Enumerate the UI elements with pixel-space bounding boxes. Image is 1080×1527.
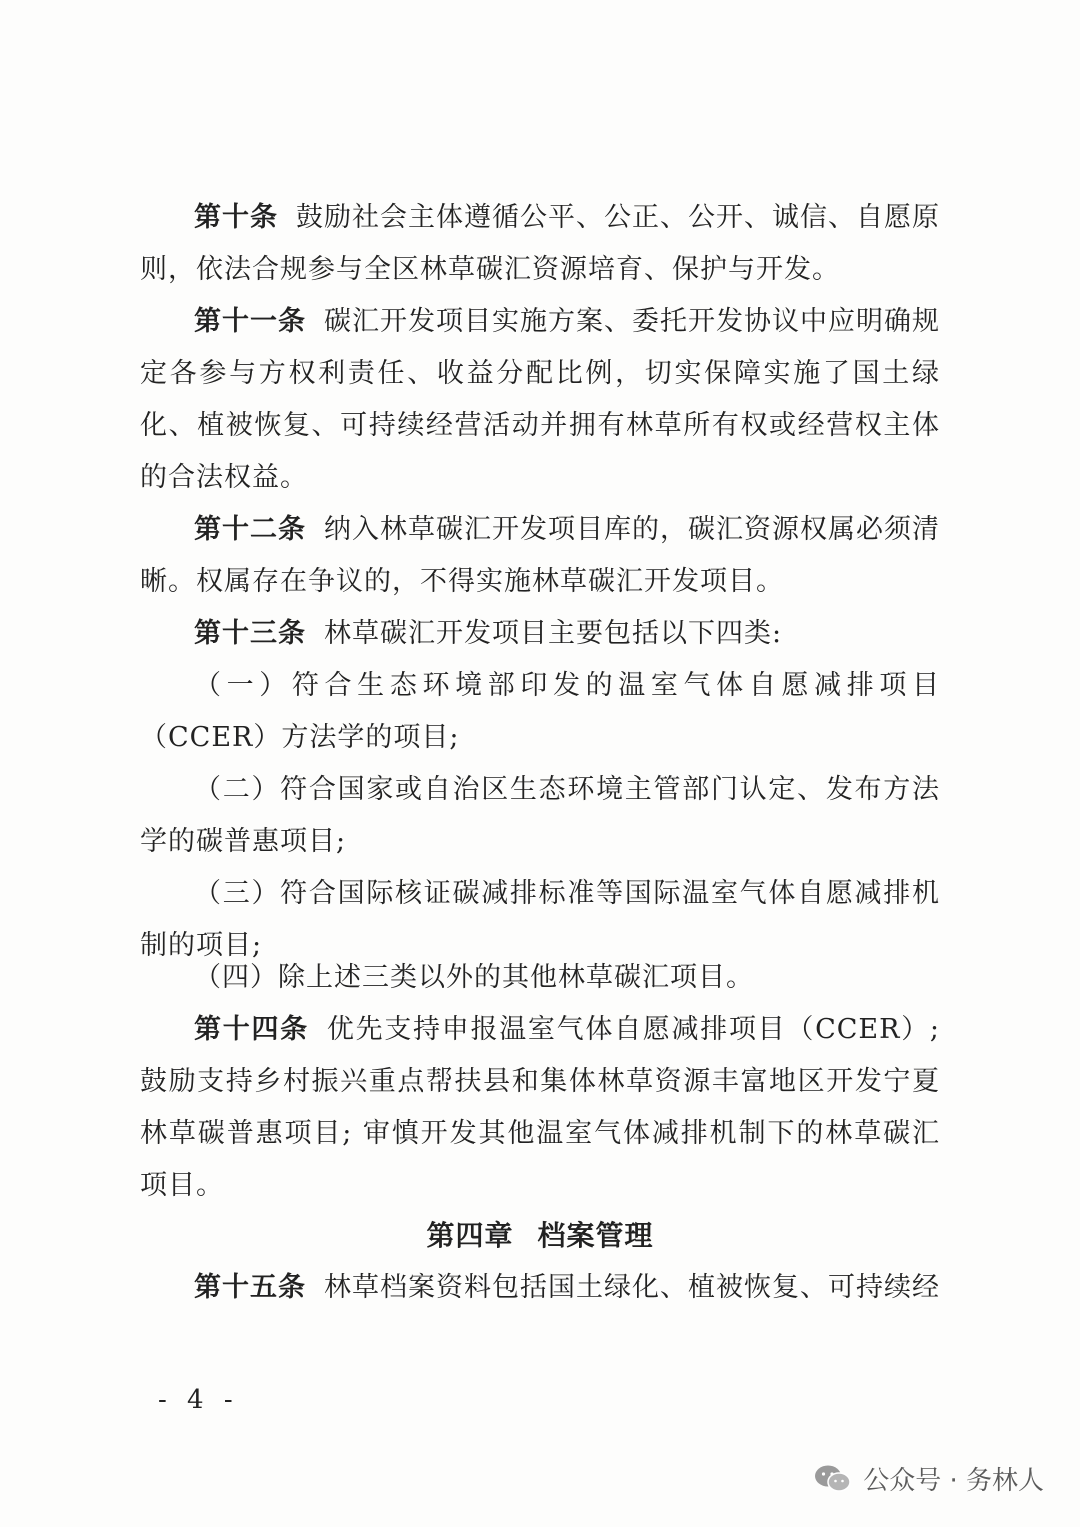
watermark	[813, 1460, 1044, 1497]
article-14-text: 优先支持申报温室气体自愿减排项目（CCER）; 鼓励支持乡村振兴重点帮扶县和集体林草资源丰富地区开发宁夏林草碳普惠项目; 审慎开发其他温室气体减排机制下的林草碳汇项目。	[140, 1014, 941, 1201]
page-number: - 4 -	[158, 1385, 239, 1415]
article-12-text: 纳入林草碳汇开发项目库的，碳汇资源权属必须清晰。权属存在争议的，不得实施林草碳汇开发项目。	[140, 514, 940, 597]
article-10-lead: 第十条	[194, 202, 278, 233]
article-13	[140, 608, 940, 660]
article-10-text: 鼓励社会主体遵循公平、公正、公开、诚信、自愿原则，依法合规参与全区林草碳汇资源培育、保护与开发。	[140, 202, 940, 285]
article-11-lead: 第十一条	[194, 306, 306, 337]
article-13-lead: 第十三条	[194, 618, 306, 649]
article-11-text: 碳汇开发项目实施方案、委托开发协议中应明确规定各参与方权利责任、收益分配比例，切实保障实施了国土绿化、植被恢复、可持续经营活动并拥有林草所有权或经营权主体的合法权益。	[140, 306, 940, 493]
list-item-4: （四）除上述三类以外的其他林草碳汇项目。	[194, 962, 754, 993]
watermark-text: 公众号 · 务林人	[863, 1466, 1044, 1496]
list-item-3: （三）符合国际核证碳减排标准等国际温室气体自愿减排机制的项目;	[140, 878, 940, 961]
article-12-lead: 第十二条	[194, 514, 306, 545]
article-10	[140, 192, 940, 296]
article-15-lead: 第十五条	[194, 1272, 306, 1303]
article-15-text: 林草档案资料包括国土绿化、植被恢复、可持续经	[324, 1272, 940, 1303]
article-14	[140, 1004, 940, 1212]
wechat-icon	[813, 1463, 853, 1495]
article-11	[140, 296, 940, 504]
list-item-2: （二）符合国家或自治区生态环境主管部门认定、发布方法学的碳普惠项目;	[140, 774, 940, 857]
article-13-text: 林草碳汇开发项目主要包括以下四类:	[324, 618, 783, 649]
list-item-1: （一）符合生态环境部印发的温室气体自愿减排项目（CCER）方法学的项目;	[140, 670, 940, 753]
article-12	[140, 504, 940, 608]
article-15	[140, 1262, 940, 1314]
chapter-heading	[0, 1214, 1080, 1254]
article-14-lead: 第十四条	[194, 1014, 309, 1045]
chapter-number: 第四章	[426, 1219, 514, 1252]
chapter-title: 档案管理	[537, 1219, 654, 1252]
